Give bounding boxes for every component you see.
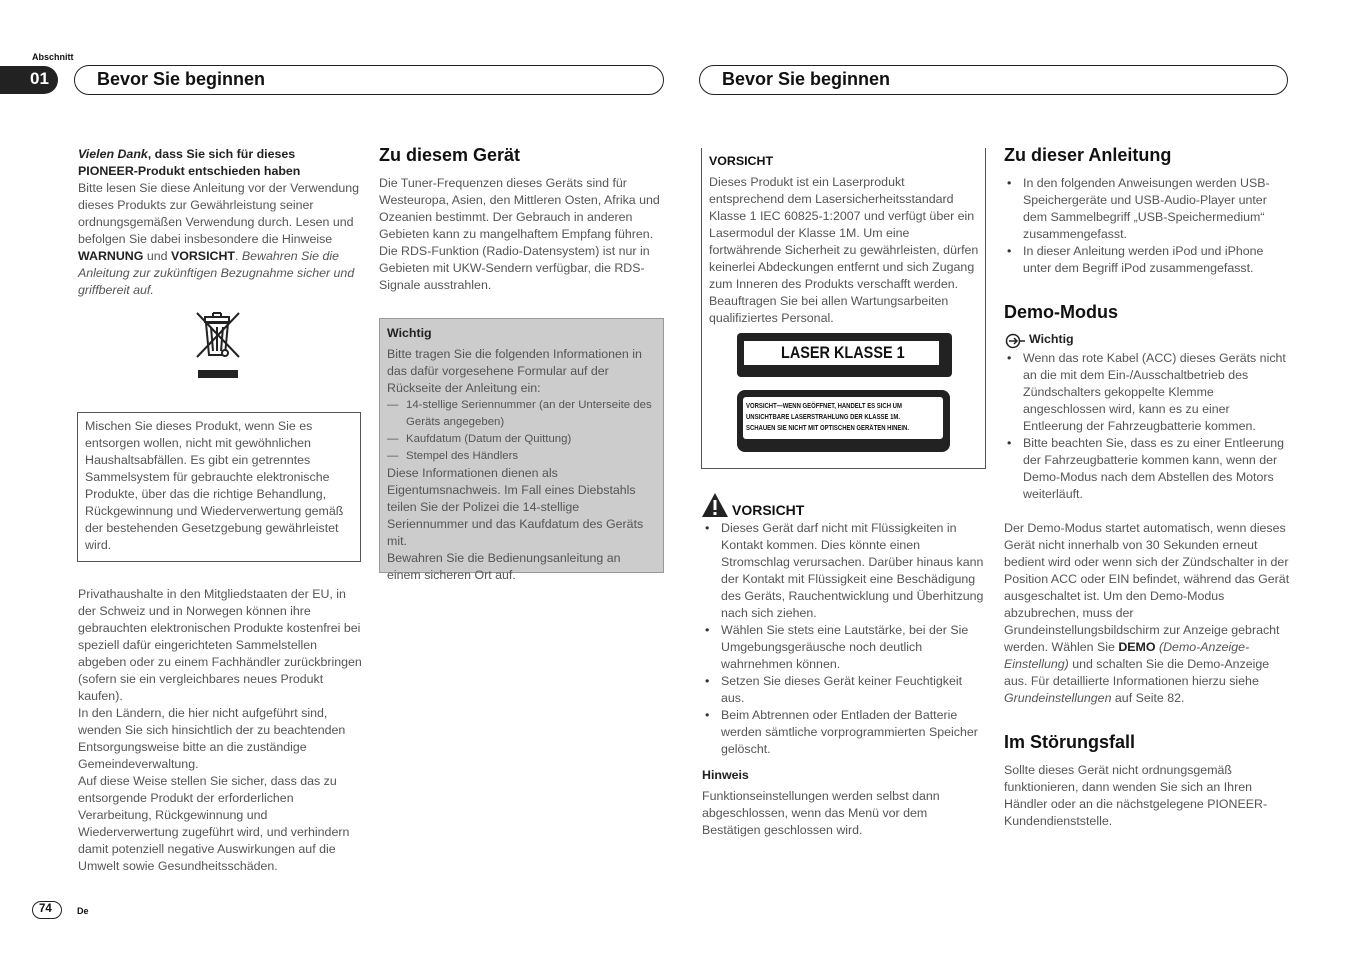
caution-item: • Dieses Gerät darf nicht mit Flüssigkeiten in Kontakt kommen. Dies könnte einen Stromschlag verursachen. Darüber hinaus kann der Kontakt mit Flüssigkeit eine Beschädigung des Geräts, Rauchentwicklung und Überhitzung nach sich ziehen. <box>702 520 985 622</box>
laser-caution-title: VORSICHT <box>709 154 774 168</box>
wichtig-para-2: Bewahren Sie die Bedienungsanleitung an einem sicheren Ort auf. <box>387 551 621 582</box>
laser-caution-box <box>701 148 986 469</box>
und-text: und <box>143 249 171 263</box>
wichtig-title: Wichtig <box>387 326 432 340</box>
disposal-para-2: In den Ländern, die hier nicht aufgeführt sind, wenden Sie sich hinsichtlich der zu beachtenden Entsorgungsweise bitte an die zuständige Gemeindeverwaltung. <box>78 706 346 771</box>
manual-item: • In den folgenden Anweisungen werden USB-Speichergeräte und USB-Audio-Player unter dem Sammelbegriff „USB-Speichermedium“ zusammengefasst. <box>1004 175 1290 243</box>
laser-warning-line-1: VORSICHT—WENN GEÖFFNET, HANDELT ES SICH UM <box>746 403 902 410</box>
laser-warning-line-3: SCHAUEN SIE NICHT MIT OPTISCHEN GERÄTEN HINEIN. <box>746 425 909 432</box>
wichtig-item: — Kaufdatum (Datum der Quittung) <box>387 431 655 448</box>
caution-item: • Wählen Sie stets eine Lautstärke, bei der Sie Umgebungsgeräusche noch deutlich wahrnehmen können. <box>702 622 985 673</box>
hinweis-title: Hinweis <box>702 768 749 782</box>
trouble-text: Sollte dieses Gerät nicht ordnungsgemäß funktionieren, dann wenden Sie sich an Ihren Händler oder an die nächstgelegene PIONEER-Kundendienststelle. <box>1004 763 1268 828</box>
demo-setting-italic: (Demo-Anzeige-Einstellung) <box>1004 640 1250 671</box>
wichtig-list <box>387 397 655 465</box>
important-note-icon <box>1004 333 1026 349</box>
caution-item: • Beim Abtrennen oder Entladen der Batterie werden sämtliche vorprogrammierten Speicher gelöscht. <box>702 707 985 758</box>
wichtig-intro: Bitte tragen Sie die folgenden Informationen in das dafür vorgesehene Formular auf der Rückseite der Anleitung ein: <box>387 347 642 395</box>
left-header-title: Bevor Sie beginnen <box>97 69 266 89</box>
caution-list <box>702 520 985 758</box>
demo-item: • Wenn das rote Kabel (ACC) dieses Geräts nicht an die mit dem Ein-/Ausschaltbetrieb des Zündschalters gekoppelte Klemme angeschlossen wird, kann es zu einer Entleerung der Fahrzeugbatterie kommen. <box>1004 350 1290 435</box>
manual-item: • In dieser Anleitung werden iPod und iPhone unter dem Begriff iPod zusammengefasst. <box>1004 243 1290 277</box>
section-number-badge <box>0 66 58 94</box>
laser-class-text: LASER KLASSE 1 <box>781 343 905 362</box>
demo-wichtig-label: Wichtig <box>1029 332 1074 346</box>
demo-reference-italic: Grundeinstellungen <box>1004 691 1112 705</box>
wichtig-box <box>379 318 664 582</box>
disposal-notice-text: Mischen Sie dieses Produkt, wenn Sie es entsorgen wollen, nicht mit gewöhnlichen Haushaltsabfällen. Es gibt ein getrenntes Sammelsystem für gebrauchte elektronische Produkte, über das die richtige Behandlung, Rückgewinnung und Wiederverwertung gemäß der bestehenden Gesetzgebung gewährleistet wird. <box>85 419 344 552</box>
crossed-bin-icon <box>193 309 243 381</box>
caution-title: VORSICHT <box>732 502 805 518</box>
demo-setting-name: DEMO <box>1118 640 1156 654</box>
wichtig-item: — 14-stellige Seriennummer (an der Unterseite des Geräts angegeben) <box>387 397 655 431</box>
left-header-bar <box>74 65 664 95</box>
laser-warning-label <box>737 390 950 452</box>
section-number: 01 <box>30 69 49 88</box>
intro-thanks: Vielen Dank <box>78 147 148 161</box>
section-heading-demo: Demo-Modus <box>1004 302 1118 322</box>
language-code: De <box>77 906 89 916</box>
intro-body-sep: . <box>234 249 242 263</box>
demo-desc-text-1: Der Demo-Modus startet automatisch, wenn dieses Gerät nicht innerhalb von 30 Sekunden erneut bedient wird oder wenn sich der Zündschalter in der Position ACC oder EIN befindet, während das Gerät ausgeschaltet ist. Um den Demo-Modus abzubrechen, muss der Grundeinstellungsbildschirm zur Anzeige gebracht werden. Wählen Sie <box>1004 521 1290 654</box>
wichtig-item: — Stempel des Händlers <box>387 448 655 465</box>
device-description: Die Tuner-Frequenzen dieses Geräts sind für Westeuropa, Asien, den Mittleren Osten, Afrika und Ozeanien bestimmt. Der Gebrauch in anderen Gebieten kann zu mangelhaftem Empfang führen. Die RDS-Funktion (Radio-Datensystem) ist nur in Gebieten mit UKW-Sendern verfügbar, die RDS-Signale ausstrahlen. <box>379 176 660 292</box>
intro-thanks-rest: , dass Sie sich für dieses <box>147 147 296 161</box>
warnung-label: WARNUNG <box>78 249 144 263</box>
demo-list <box>1004 350 1290 503</box>
right-header-bar <box>699 65 1288 95</box>
section-heading-trouble: Im Störungsfall <box>1004 732 1136 752</box>
laser-caution-text: Dieses Produkt ist ein Laserprodukt entsprechend dem Lasersicherheitsstandard Klasse 1 IEC 60825-1:2007 und verfügt über ein Lasermodul der Klasse 1M. Um eine fortwährende Sicherheit zu gewährleisten, dürfen keinerlei Abdeckungen entfernt und sich Zugang zum Inneren des Produkts verschafft werden. Beauftragen Sie bei allen Wartungsarbeiten qualifiziertes Personal. <box>709 175 979 325</box>
disposal-para-3: Auf diese Weise stellen Sie sicher, dass das zu entsorgende Produkt der erforderlichen Verarbeitung, Rückgewinnung und Wiederverwertung zugeführt wird, und verhindern damit potenziell negative Auswirkungen auf die Umwelt sowie Gesundheitsschäden. <box>78 774 350 873</box>
demo-desc-text-2: und schalten Sie die Demo-Anzeige aus. Für detaillierte Informationen hierzu siehe <box>1004 657 1270 688</box>
intro-heading <box>78 146 362 180</box>
disposal-paragraphs <box>78 586 362 875</box>
right-header-title: Bevor Sie beginnen <box>722 69 891 89</box>
demo-description <box>1004 520 1290 707</box>
hinweis-text: Funktionseinstellungen werden selbst dann abgeschlossen, wenn das Menü vor dem Bestätigen geschlossen wird. <box>702 789 940 837</box>
demo-desc-text-3: auf Seite 82. <box>1111 691 1185 705</box>
caution-item: • Setzen Sie dieses Gerät keiner Feuchtigkeit aus. <box>702 673 985 707</box>
laser-warning-line-2: UNSICHTBARE LASERSTRAHLUNG DER KLASSE 1M. <box>746 414 901 421</box>
section-heading-manual: Zu dieser Anleitung <box>1004 145 1172 165</box>
laser-class-label <box>737 333 952 377</box>
section-heading-device: Zu diesem Gerät <box>379 145 521 165</box>
vorsicht-label: VORSICHT <box>170 249 235 263</box>
warning-triangle-icon <box>701 492 729 518</box>
intro-body <box>78 180 362 299</box>
disposal-para-1: Privathaushalte in den Mitgliedstaaten der EU, in der Schweiz und in Norwegen können ihre gebrauchten elektronischen Produkte kostenfrei bei speziell dafür eingerichteten Sammelstellen abgeben oder zu einem Fachhändler zurückbringen (sofern sie ein vergleichbares neues Produkt kaufen). <box>78 587 362 703</box>
wichtig-para-1: Diese Informationen dienen als Eigentumsnachweis. Im Fall eines Diebstahls teilen Sie der Polizei die 14-stellige Seriennummer und das Kaufdatum des Geräts mit. <box>387 466 644 548</box>
disposal-notice-box <box>77 412 361 562</box>
page-number: 74 <box>39 903 52 915</box>
intro-product: PIONEER-Produkt entschieden haben <box>78 164 301 178</box>
manual-list <box>1004 175 1290 277</box>
intro-body-italic: Bewahren Sie die Anleitung zur zukünftigen Bezugnahme sicher und griffbereit auf. <box>78 249 355 297</box>
intro-body-text: Bitte lesen Sie diese Anleitung vor der Verwendung dieses Produkts zur Gewährleistung seiner ordnungsgemäßen Verwendung durch. Lesen und befolgen Sie dabei insbesondere die Hinweise <box>78 181 360 246</box>
section-label: Abschnitt <box>32 52 74 62</box>
demo-item: • Bitte beachten Sie, dass es zu einer Entleerung der Fahrzeugbatterie kommen kann, wenn der Demo-Modus nach dem Abstellen des Motors weiterläuft. <box>1004 435 1290 503</box>
